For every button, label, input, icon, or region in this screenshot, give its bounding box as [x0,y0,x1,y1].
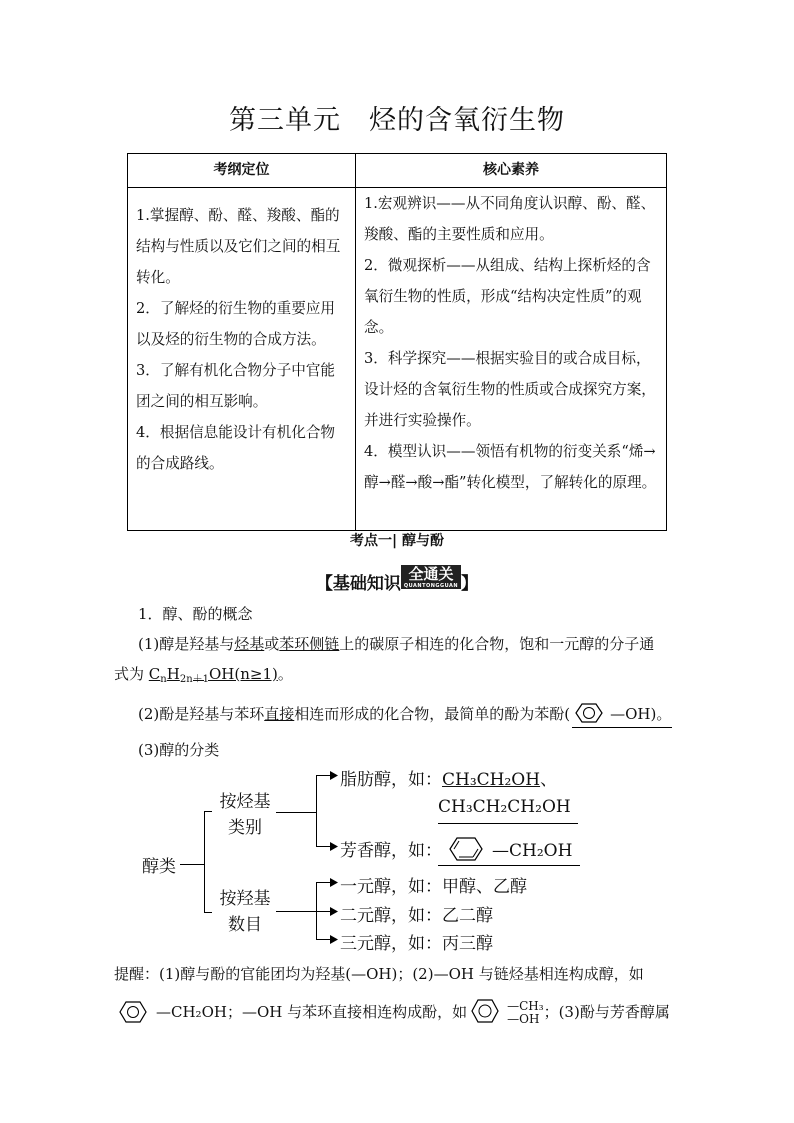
methyl-group: —CH₃ [507,999,544,1013]
branch-label: 按烃基 [219,792,271,812]
text: ；—OH 与苯环直接相连构成酚，如 [226,1003,468,1021]
alcohol-classification-heading: (3)醇的分类 [138,741,220,759]
syllabus-table [127,153,667,531]
bracket-close: 】 [461,574,479,594]
example-formula: CH₃CH₂OH [442,770,541,790]
answer-underline [438,823,578,824]
connector-line [204,811,212,812]
answer-underline [572,727,672,728]
benzene-ring-icon [114,999,156,1025]
page-title: 第三单元 烃的含氧衍生物 [229,105,565,136]
key-term: 苯环侧链 [279,635,340,653]
branch-label: 按羟基 [219,889,271,909]
general-formula [149,665,278,683]
connector-line [276,812,316,813]
arrow-head-icon [330,771,338,780]
connector-line [180,864,204,865]
separator: 、 [540,770,558,790]
benzene-ring-icon [570,702,610,724]
formula-sub: 2n＋1 [179,674,209,685]
syllabus-item: 4．根据信息能设计有机化合物的合成路线。 [136,424,336,472]
literacy-item: 4．模型认识——领悟有机物的衍变关系“烯→醇→醛→酸→酯”转化模型，了解转化的原理。 [364,443,657,491]
table-header-left: 考纲定位 [128,154,356,188]
connector-line [204,811,205,913]
hydroxyl-group: —OH [610,705,651,723]
benzene-ring-icon [467,996,507,1026]
syllabus-item: 3．了解有机化合物分子中官能团之间的相互影响。 [136,362,336,410]
text: ；(3)酚与芳香醇属 [543,1003,670,1021]
example-formula-propanol: CH₃CH₂CH₂OH [438,797,571,817]
badge-small-text: QUANTONGGUAN [403,583,459,589]
literacy-item: 2．微观探析——从组成、结构上探析烃的含氧衍生物的性质，形成“结构决定性质”的观念。 [364,257,651,336]
arrow-head-icon [330,935,338,944]
benzene-ring-icon [442,836,492,862]
topic-heading: 考点一| 醇与酚 [350,533,444,549]
table-header-right: 核心素养 [356,154,667,188]
class-branch-hydrocarbon [217,789,273,841]
bracket-open: 【 [315,574,333,594]
syllabus-cell [128,188,356,531]
class-leaf-trihydric: 三元醇，如：丙三醇 [340,934,493,954]
formula-sub: n [160,674,167,685]
arrow-head-icon [330,878,338,887]
formula-part: OH(n≥1) [209,665,278,683]
literacy-cell [356,188,667,531]
section-label: 基础知识 [332,574,401,594]
arrow-head-icon [330,907,338,916]
section-badge [401,565,461,589]
syllabus-item: 2．了解烃的衍生物的重要应用以及烃的衍生物的合成方法。 [136,300,336,348]
badge-text: 全通关 [408,565,454,583]
hydroxyl-group: —OH [507,1012,540,1026]
class-leaf-dihydric: 二元醇，如：乙二醇 [340,906,493,926]
example-group: —CH₂OH [156,1003,227,1021]
class-root: 醇类 [142,857,176,877]
class-leaf-monohydric: 一元醇，如：甲醇、乙醇 [340,877,527,897]
text: 上的碳原子相连的化合物，饱和一元醇的分子通 [339,635,655,653]
text: )。 [650,705,672,723]
phenol-definition [138,702,684,724]
leaf-label: 芳香醇，如： [340,841,442,861]
formula-part: H [166,665,180,683]
literacy-item: 1.宏观辨识——从不同角度认识醇、酚、醛、羧酸、酯的主要性质和应用。 [364,195,656,243]
alcohol-formula-line [114,664,684,690]
literacy-item: 3．科学探究——根据实验目的或合成目标，设计烃的含氧衍生物的性质或合成探究方案，并进行实验操作。 [364,350,656,429]
formula-part: C [148,665,161,683]
answer-underline [438,865,580,866]
branch-label: 数目 [228,915,262,935]
leaf-label: 脂肪醇，如： [340,770,442,790]
key-term: 直接 [264,705,295,723]
tip-line-2 [114,996,682,1026]
arrow-head-icon [330,842,338,851]
text: (2)酚是羟基与苯环 [138,705,265,723]
connector-line [316,775,317,847]
example-group: —CH₂OH [492,841,573,861]
text: 。 [277,665,293,683]
alcohol-definition [138,634,684,654]
branch-label: 类别 [228,818,262,838]
text: 式为 [114,665,145,683]
class-branch-hydroxyl [217,886,273,938]
text: 相连而形成的化合物，最简单的酚为苯酚( [294,705,571,723]
key-term: 烃基 [234,635,265,653]
text: 或 [264,635,280,653]
class-leaf-aliphatic [340,765,557,790]
tip-line-1: 提醒：(1)醇与酚的官能团均为羟基(—OH)；(2)—OH 与链烃基相连构成醇，如 [114,965,644,983]
text: (1)醇是羟基与 [138,635,235,653]
concept-heading: 1．醇、酚的概念 [138,605,253,623]
connector-line [276,911,316,912]
connector-line [204,912,212,913]
syllabus-item: 1.掌握醇、酚、醛、羧酸、酯的结构与性质以及它们之间的相互转化。 [136,207,341,286]
section-banner [0,565,794,594]
class-leaf-aromatic [340,836,572,862]
substituent-stack [507,1000,543,1026]
